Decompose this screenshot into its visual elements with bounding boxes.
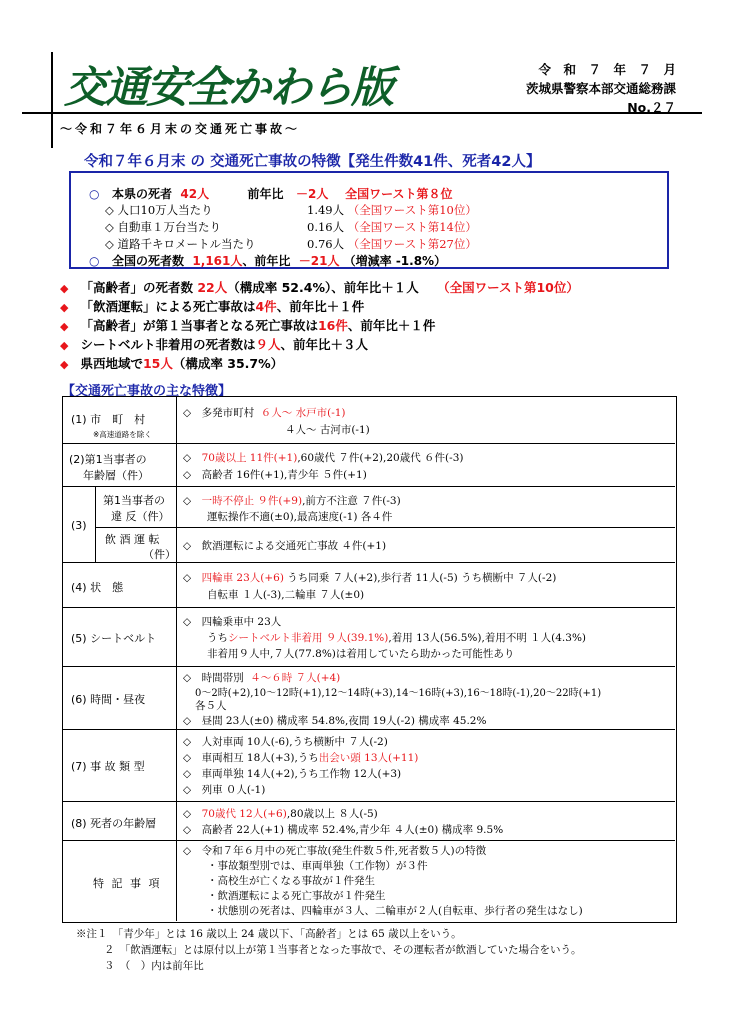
bullet-seatbelt: ◆ シートベルト非着用の死者数は９人、前年比＋３人 — [60, 337, 369, 352]
diamond-outline-icon: ◇ — [105, 237, 114, 251]
table-row-accident-type: (7) 事 故 類 型 ◇ 人対車両 10人(-6),うち横断中 ７人(-2) ◇ 車両相互 18人(+3),うち出会い頭 13人(+11) ◇ 車両単独 14人(+2),うち工作物 12人(+3) ◇ 列車 ０人(-1) — [63, 730, 675, 802]
row-label: (6) 時間・昼夜 — [71, 693, 146, 706]
row-label: (1) 市 町 村 — [71, 413, 146, 426]
issuing-department: 茨城県警察本部交通総務課 — [525, 81, 676, 96]
red-diamond-icon: ◆ — [60, 320, 69, 333]
red-diamond-icon: ◆ — [60, 301, 69, 314]
summary-value: 1,161人 — [192, 254, 243, 268]
summary-per-road-km — [105, 236, 256, 252]
table-row-special-notes: 特 記 事 項 ◇ 令和７年６月中の死亡事故(発生件数５件,死者数５人)の特徴 ・事故類型別では、車両単独（工作物）が３件 ・高校生が亡くなる事故が１件発生 ・飲酒運転による死亡事故が１件発生 ・状態別の死者は、四輪車が３人、二輪車が２人(自転車、歩行者の発生はなし) — [63, 841, 675, 921]
page-heading: 令和７年６月末 の 交通死亡事故の特徴【発生件数41件、死者42人】 — [84, 154, 541, 170]
table-row-violations: (3) 第1当事者の 違 反（件） 飲 酒 運 転 （件） ◇ 一時不停止 ９件(+9),前方不注意 ７件(-3) 運転操作不適(±0),最高速度(-1) 各４件 ◇ 飲酒運転による交通死亡事故 ４件(+1) — [63, 487, 675, 563]
circle-bullet-icon: ○ — [89, 187, 100, 201]
footnote-2: ２ 「飲酒運転」とは原付以上が第１当事者となった事故で、その運転者が飲酒していた場合をいう。 — [104, 944, 582, 956]
summary-compare: －2人 — [296, 187, 329, 201]
row-label: 特 記 事 項 — [93, 877, 162, 890]
section-title: 【交通死亡事故の主な特徴】 — [62, 384, 232, 399]
summary-label: 本県の死者 — [112, 187, 173, 201]
table-row-time-daynight: (6) 時間・昼夜 ◇ 時間帯別 ４～６時 ７人(+4) 0～2時(+2),10～12時(+1),12～14時(+3),14～16時(+3),16～18時(-1),20～22時(+1) 各５人 ◇ 昼間 23人(±0) 構成率 54.8%,夜間 19人(-2) 構成率 45.2% — [63, 667, 675, 730]
summary-per-population-value: 1.49人 （全国ワースト第10位） — [307, 203, 477, 217]
summary-compare: －21人 — [298, 254, 340, 268]
row-sublabel: 飲 酒 運 転 — [105, 533, 160, 546]
newsletter-title: 交通安全かわら版 — [64, 63, 392, 113]
summary-label: 全国の死者数 — [112, 254, 185, 268]
row-sublabel: 第1当事者の — [103, 494, 165, 507]
footnote-1: ※注１ 「青少年」とは 16 歳以上 24 歳以下、「高齢者」とは 65 歳以上をいう。 — [76, 928, 462, 940]
summary-national-deaths: ○ 全国の死者数 1,161人、前年比 －21人 （増減率 -1.8%） — [89, 254, 447, 268]
red-diamond-icon: ◆ — [60, 358, 69, 371]
row-note: ※高速道路を除く — [93, 430, 152, 439]
diamond-outline-icon: ◇ — [105, 203, 114, 217]
diamond-outline-icon: ◇ — [105, 220, 114, 234]
summary-value: 42人 — [180, 187, 210, 201]
footnote-3: ３ （ ）内は前年比 — [104, 960, 204, 972]
summary-compare-label: 前年比 — [247, 187, 284, 201]
summary-label: 自動車１万台当たり — [117, 220, 222, 234]
table-row-status: (4) 状 態 ◇ 四輪車 23人(+6) うち同乗 ７人(+2),歩行者 11人(-5) うち横断中 ７人(-2) 自転車 １人(-3),二輪車 ７人(±0) — [63, 563, 675, 608]
bullet-west-region: ◆ 県西地域で15人（構成率 35.7%） — [60, 356, 284, 371]
bullet-elderly-first-party: ◆ 「高齢者」が第１当事者となる死亡事故は16件、前年比＋１件 — [60, 318, 436, 333]
summary-per-vehicles-value: 0.16人 （全国ワースト第14位） — [307, 220, 477, 234]
summary-box — [69, 171, 669, 269]
row-sublabel: （件） — [143, 548, 176, 561]
row-label: (3) — [71, 519, 87, 532]
issue-date: 令 和 ７ 年 ７ 月 — [538, 62, 676, 77]
row-label: (2)第1当事者の — [69, 453, 147, 466]
summary-per-road-km-value: 0.76人 （全国ワースト第27位） — [307, 237, 477, 251]
features-table — [62, 396, 677, 923]
summary-label: 道路千キロメートル当たり — [117, 237, 256, 251]
header-vertical-rule — [51, 52, 53, 148]
summary-rank: （全国ワースト第27位） — [347, 237, 477, 251]
row-label: (5) シートベルト — [71, 632, 157, 645]
table-row-age-group-first-party: (2)第1当事者の 年齢層（件） ◇ 70歳以上 11件(+1),60歳代 ７件(+2),20歳代 ６件(-3) ◇ 高齢者 16件(+1),青少年 ５件(+1) — [63, 444, 675, 487]
row-label: (4) 状 態 — [71, 581, 124, 594]
row-label: 年齢層（件） — [83, 469, 149, 482]
summary-rank: 全国ワースト第８位 — [345, 187, 453, 201]
summary-rank: （全国ワースト第14位） — [347, 220, 477, 234]
summary-label: 人口10万人当たり — [117, 203, 213, 217]
issue-number: No.２７ — [627, 100, 676, 115]
table-row-municipality: (1) 市 町 村 ※高速道路を除く ◇ 多発市町村 ６人～ 水戸市(-1) ４人～ 古河市(-1) — [63, 397, 675, 444]
summary-prefecture-deaths — [89, 185, 453, 202]
summary-rank: （全国ワースト第10位） — [347, 203, 477, 217]
table-row-victim-age: (8) 死者の年齢層 ◇ 70歳代 12人(+6),80歳以上 ８人(-5) ◇ 高齢者 22人(+1) 構成率 52.4%,青少年 ４人(±0) 構成率 9.5% — [63, 802, 675, 841]
table-row-seatbelt: (5) シートベルト ◇ 四輪乗車中 23人 うちシートベルト非着用 ９人(39.1%),着用 13人(56.5%),着用不明 １人(4.3%) 非着用９人中,７人(77.8%)は着用していたら助かった可能性あり — [63, 608, 675, 667]
row-sublabel: 違 反（件） — [111, 510, 170, 523]
red-diamond-icon: ◆ — [60, 282, 69, 295]
summary-rate: （増減率 -1.8%） — [343, 254, 447, 268]
summary-per-population — [105, 202, 213, 218]
bullet-elderly-deaths: ◆ 「高齢者」の死者数 22人（構成率 52.4%）、前年比＋１人 （全国ワースト第10位） — [60, 280, 579, 295]
circle-bullet-icon: ○ — [89, 254, 100, 268]
row-label: (7) 事 故 類 型 — [71, 760, 145, 773]
summary-per-vehicles — [105, 219, 221, 235]
newsletter-subtitle: ～令和７年６月末の交通死亡事故～ — [60, 122, 301, 136]
row-label: (8) 死者の年齢層 — [71, 817, 157, 830]
red-diamond-icon: ◆ — [60, 339, 69, 352]
bullet-drunk-driving: ◆ 「飲酒運転」による死亡事故は4件、前年比＋１件 — [60, 299, 365, 314]
